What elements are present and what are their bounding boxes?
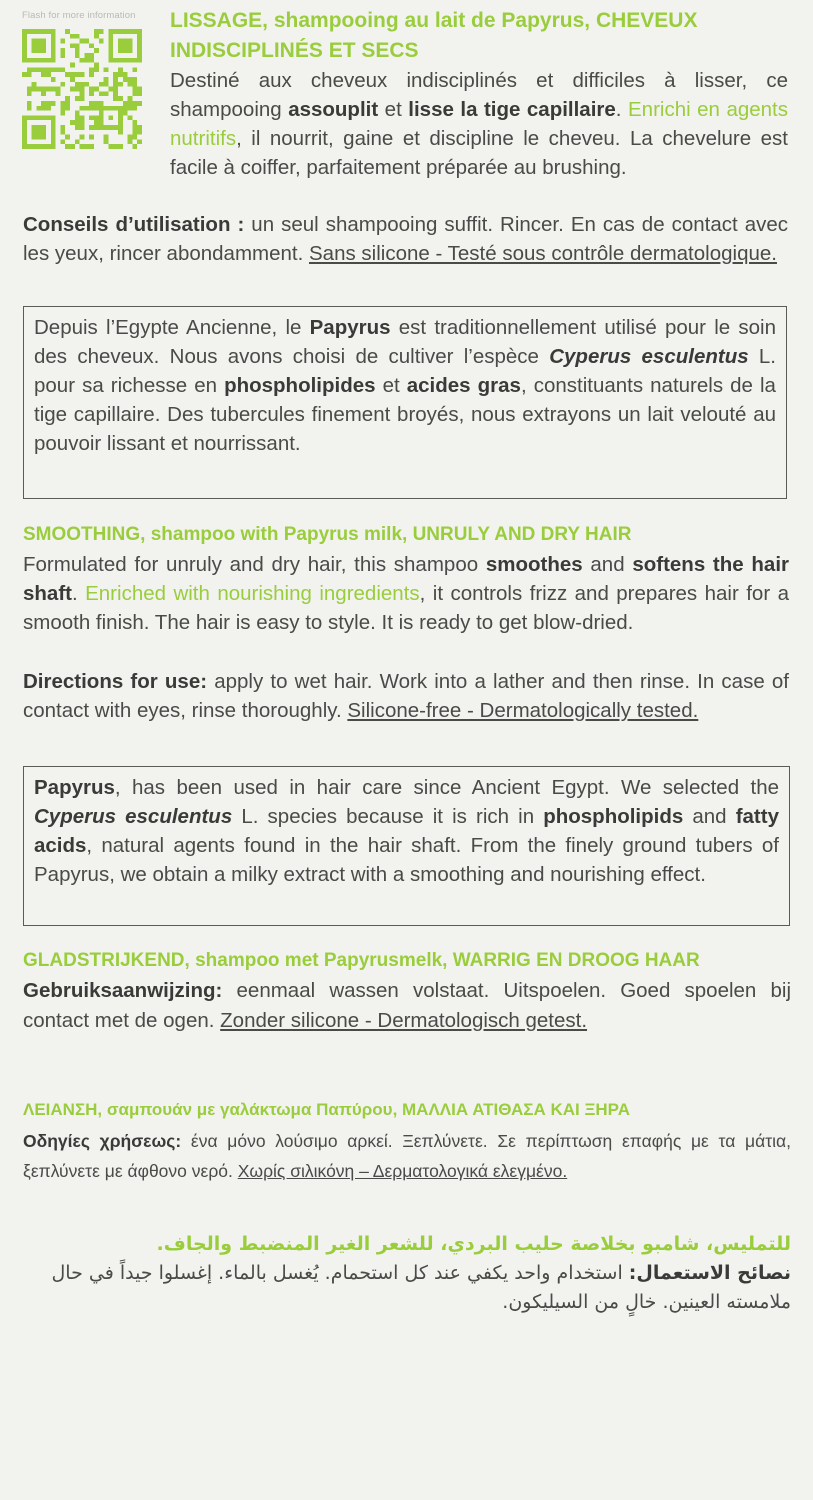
- en-description: [23, 550, 789, 637]
- en-directions-label: Directions for use:: [23, 670, 208, 693]
- qr-code-icon[interactable]: [22, 29, 142, 149]
- fr-body-highlight: Enrichi en agents nutritifs: [170, 98, 788, 150]
- en-claims: Silicone-free - Dermatologically tested.: [347, 699, 699, 722]
- en-box-text: and: [683, 805, 736, 828]
- en-title-part2: shampoo with Papyrus milk,: [145, 524, 413, 545]
- en-body-bold: softens the hair shaft: [23, 553, 789, 605]
- gr-title: [23, 1097, 630, 1123]
- fr-papyrus-box: [23, 306, 787, 499]
- en-directions: [23, 667, 789, 725]
- en-body-text: , it controls frizz and prepares hair for a smooth finish. The hair is easy to style. It is ready to get blow-dried.: [23, 582, 789, 634]
- fr-box-text: et: [375, 374, 407, 397]
- en-papyrus-box: [23, 766, 790, 926]
- gr-title-part2: σαμπουάν με γαλάκτωμα Παπύρου,: [102, 1100, 403, 1119]
- en-box-text: L.: [232, 805, 259, 828]
- gr-directions: [23, 1126, 791, 1186]
- fr-box-text: est traditionnellement utilisé pour le soin des cheveux. Nous avons choisi de cultiver l’espèce: [34, 316, 777, 368]
- en-box-text: species because it is rich in: [258, 805, 544, 828]
- ar-directions-text: استخدام واحد يكفي عند كل استحمام. يُغسل بالماء. إغسلوا جيداً في حال ملامسته العينين. خالٍ من السيليكون.: [51, 1262, 791, 1313]
- fr-directions-label: Conseils d’utilisation :: [23, 213, 245, 236]
- en-box-bold: fatty acids: [34, 805, 779, 857]
- fr-body-text: et: [378, 98, 409, 121]
- fr-box-species: Cyperus esculentus: [549, 345, 749, 368]
- nl-title-part3: WARRIG EN DROOG HAAR: [452, 950, 700, 971]
- en-box-text: , natural agents found in the hair shaft. From the finely ground tubers of Papyrus, we obtain a milky extract with a smoothing and nourishing effect.: [34, 834, 779, 886]
- en-body-text: .: [71, 582, 86, 605]
- fr-box-bold: Papyrus: [309, 316, 391, 339]
- nl-directions: [23, 976, 791, 1036]
- fr-body-text: .: [615, 98, 628, 121]
- qr-block: [22, 10, 150, 149]
- en-box-text: , has been used in hair care since Ancient Egypt. We selected the: [114, 776, 779, 799]
- nl-title: [23, 947, 700, 975]
- en-body-text: and: [582, 553, 633, 576]
- en-body-text: Formulated for unruly and dry hair, this shampoo: [23, 553, 486, 576]
- fr-box-text: Depuis l’Egypte Ancienne, le: [34, 316, 310, 339]
- fr-description: [170, 66, 788, 182]
- gr-title-part1: ΛΕΙΑΝΣΗ,: [23, 1100, 103, 1119]
- en-directions-text: apply to wet hair. Work into a lather and then rinse. In case of contact with eyes, rinse thoroughly.: [23, 670, 789, 722]
- nl-title-part2: shampoo met Papyrusmelk,: [189, 950, 453, 971]
- fr-box-text: , constituants naturels de la tige capillaire. Des tubercules finement broyés, nous extrayons un lait velouté au pouvoir lissant et nourrissant.: [34, 374, 776, 455]
- en-body-bold: smoothes: [485, 553, 583, 576]
- fr-body-bold: lisse la tige capillaire: [408, 98, 616, 121]
- ar-title: للتمليس، شامبو بخلاصة حليب البردي، للشعر الغير المنضبط والجاف.: [156, 1233, 791, 1255]
- nl-directions-label: Gebruiksaanwijzing:: [23, 979, 223, 1002]
- en-box-bold: phospholipids: [543, 805, 684, 828]
- gr-claims: Χωρίς σιλικόνη – Δερματολογικά ελεγμένο.: [237, 1161, 568, 1181]
- gr-directions-label: Οδηγίες χρήσεως:: [23, 1131, 182, 1151]
- fr-box-bold: phospholipides: [224, 374, 376, 397]
- fr-title-part1: LISSAGE,: [170, 9, 269, 32]
- fr-title: [170, 6, 790, 66]
- fr-title-part3: CHEVEUX INDISCIPLINÉS ET SECS: [170, 9, 698, 62]
- fr-directions: [23, 210, 788, 268]
- en-title: [23, 521, 631, 549]
- fr-box-text: L.: [748, 345, 776, 368]
- fr-directions-text: un seul shampooing suffit. Rincer. En cas de contact avec les yeux, rincer abondamment.: [23, 213, 788, 265]
- gr-directions-text: ένα μόνο λούσιμο αρκεί. Ξεπλύνετε. Σε περίπτωση επαφής με τα μάτια, ξεπλύνετε με άφθονο νερό.: [23, 1131, 792, 1181]
- en-box-species: Cyperus esculentus: [34, 805, 233, 828]
- ar-directions: [23, 1259, 791, 1317]
- en-body-highlight: Enriched with nourishing ingredients: [85, 582, 420, 605]
- fr-body-bold: assouplit: [288, 98, 379, 121]
- en-title-part3: UNRULY AND DRY HAIR: [412, 524, 632, 545]
- en-title-part1: SMOOTHING,: [23, 524, 146, 545]
- fr-body-text: , il nourrit, gaine et discipline le cheveu. La chevelure est facile à coiffer, parfaitement préparée au brushing.: [170, 127, 788, 179]
- ar-directions-label: نصائح الاستعمال:: [628, 1262, 791, 1284]
- fr-box-bold: acides gras: [406, 374, 521, 397]
- fr-body-text: Destiné aux cheveux indisciplinés et difficiles à lisser, ce shampooing: [170, 69, 788, 121]
- gr-title-part3: ΜΑΛΛΙΑ ΑΤΙΘΑΣΑ ΚΑΙ ΞΗΡΑ: [402, 1100, 631, 1119]
- fr-box-text: pour sa richesse en: [34, 374, 225, 397]
- fr-claims: Sans silicone - Testé sous contrôle dermatologique.: [309, 242, 777, 265]
- fr-title-part2: shampooing au lait de Papyrus,: [268, 9, 596, 32]
- nl-directions-text: eenmaal wassen volstaat. Uitspoelen. Goed spoelen bij contact met de ogen.: [23, 979, 791, 1032]
- nl-claims: Zonder silicone - Dermatologisch getest.: [220, 1009, 588, 1032]
- qr-caption: Flash for more information: [22, 10, 136, 21]
- nl-title-part1: GLADSTRIJKEND,: [23, 950, 190, 971]
- en-box-bold: Papyrus: [34, 776, 115, 799]
